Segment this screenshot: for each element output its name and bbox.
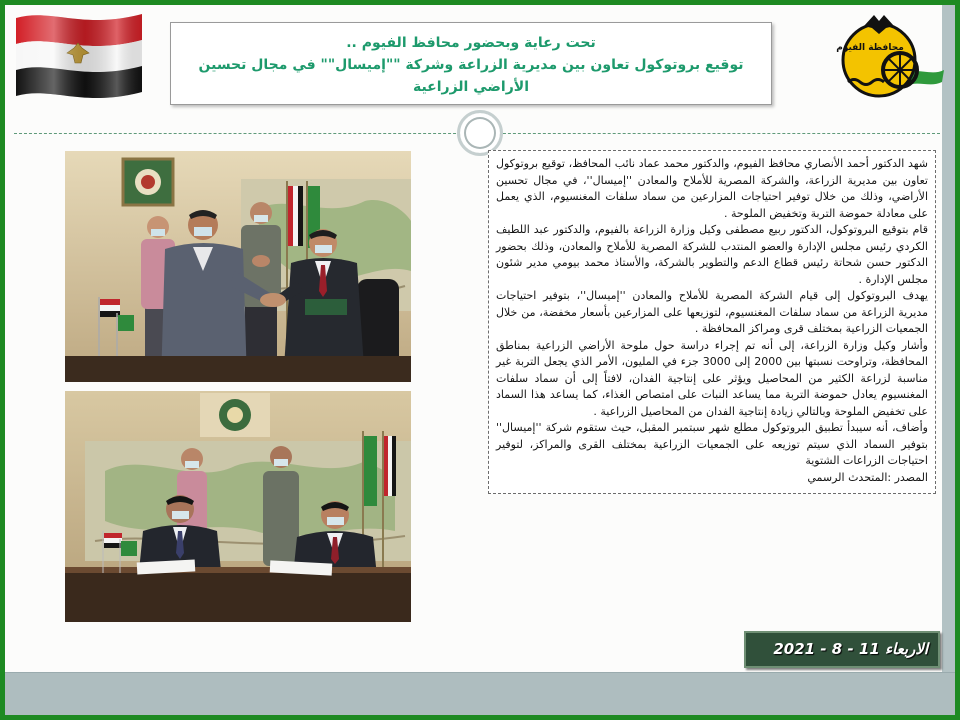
bottom-band [0, 672, 960, 720]
fayoum-governorate-logo-icon [834, 10, 944, 102]
logo-waterwheel [883, 53, 917, 87]
photo-2-scene [65, 391, 411, 622]
article-paragraph: وأضاف، أنه سيبدأ تطبيق البروتوكول مطلع شهر سبتمبر المقبل، حيث ستقوم شركة ''إميسال'' بتوفير السماد الذي سيتم توزيعه على الجمعيات الزراعية بمختلف القرى والمراكز، لتوفير احتياجات الزراعات الشتوية [496, 421, 928, 467]
photo-1-scene [65, 151, 411, 382]
article-source: المصدر :المتحدث الرسمي [807, 470, 928, 484]
article-paragraph: قام بتوقيع البروتوكول، الدكتور ربيع مصطفى وكيل وزارة الزراعة بالفيوم، والدكتور عبد اللطيف الكردي رئيس مجلس الإدارة والعضو المنتدب للشركة المصرية للأملاح والمعادن، وذلك بحضور الدكتور حسن شحاتة رئيس قطاع الدعم والتطوير بالشركة، والأستاذ محمد بيومي مدير شئون مجلس الإدارة . [496, 223, 928, 286]
article-paragraph: يهدف البروتوكول إلى قيام الشركة المصرية للأملاح والمعادن ''إميسال''، بتوفير احتياجات مديرية الزراعة من سماد سلفات المغنسيوم، لتوزيعها على المزارعين بأسعار مخفضة، من خلال الجمعيات الزراعية بمختلف قرى ومراكز المحافظة . [496, 289, 928, 335]
desk [65, 356, 411, 382]
photo-handshake [65, 151, 411, 382]
article-paragraph: وأشار وكيل وزارة الزراعة، إلى أنه تم إجراء دراسة حول ملوحة الأراضي الزراعية بمناطق المحافظة، وتراوحت نسبتها بين 2000 إلى 3000 جزء في المليون، الأمر الذي يجعل التربة غير مناسبة لزراعة الكثير من المحاصيل ويؤثر على إنتاجية الفدان، لافتاً إلى أن سماد سلفات المغنسيوم يعادل حموضة التربة مما يساعد النبات على امتصاص الغذاء، كما يساعد هذا السماد على تخفيض الملوحة وبالتالي زيادة إنتاجية الفدان من المحاصيل الزراعية . [496, 338, 928, 418]
headline-line-1: تحت رعاية وبحضور محافظ الفيوم .. [346, 35, 596, 51]
egypt-flag-icon [12, 8, 146, 102]
photo-seated-signing [65, 391, 411, 622]
headline-line-2: توقيع بروتوكول تعاون بين مديرية الزراعة وشركة ""إميسال"" في مجال تحسين الأراضي الزراعية [198, 57, 744, 95]
wall-emblem [200, 393, 270, 437]
wall-emblem [123, 159, 173, 205]
office-chair [357, 279, 399, 369]
desk-top-edge [65, 567, 411, 573]
handshake [260, 293, 286, 307]
article-paragraph: شهد الدكتور أحمد الأنصاري محافظ الفيوم، والدكتور محمد عماد نائب المحافظ، توقيع بروتوكول تعاون بين مديرية الزراعة، والشركة المصرية للأملاح والمعادن ''إميسال''، في مجال تحسين الأراضي، وذلك من خلال توفير احتياجات المزارعين من سماد سلفات المغنسيوم، الذي يعمل على معادلة حموضة التربة وتخفيض الملوحة . [496, 157, 928, 220]
headline-box [170, 22, 772, 105]
date-badge: الاربعاء 11 - 8 - 2021 [744, 631, 940, 668]
egypt-flag-graphic [12, 8, 146, 102]
right-side-strip [942, 0, 956, 672]
news-article [488, 150, 936, 494]
desk [65, 573, 411, 622]
logo-graphic [834, 10, 944, 102]
logo-text: محافظة الفيوم [836, 43, 904, 53]
